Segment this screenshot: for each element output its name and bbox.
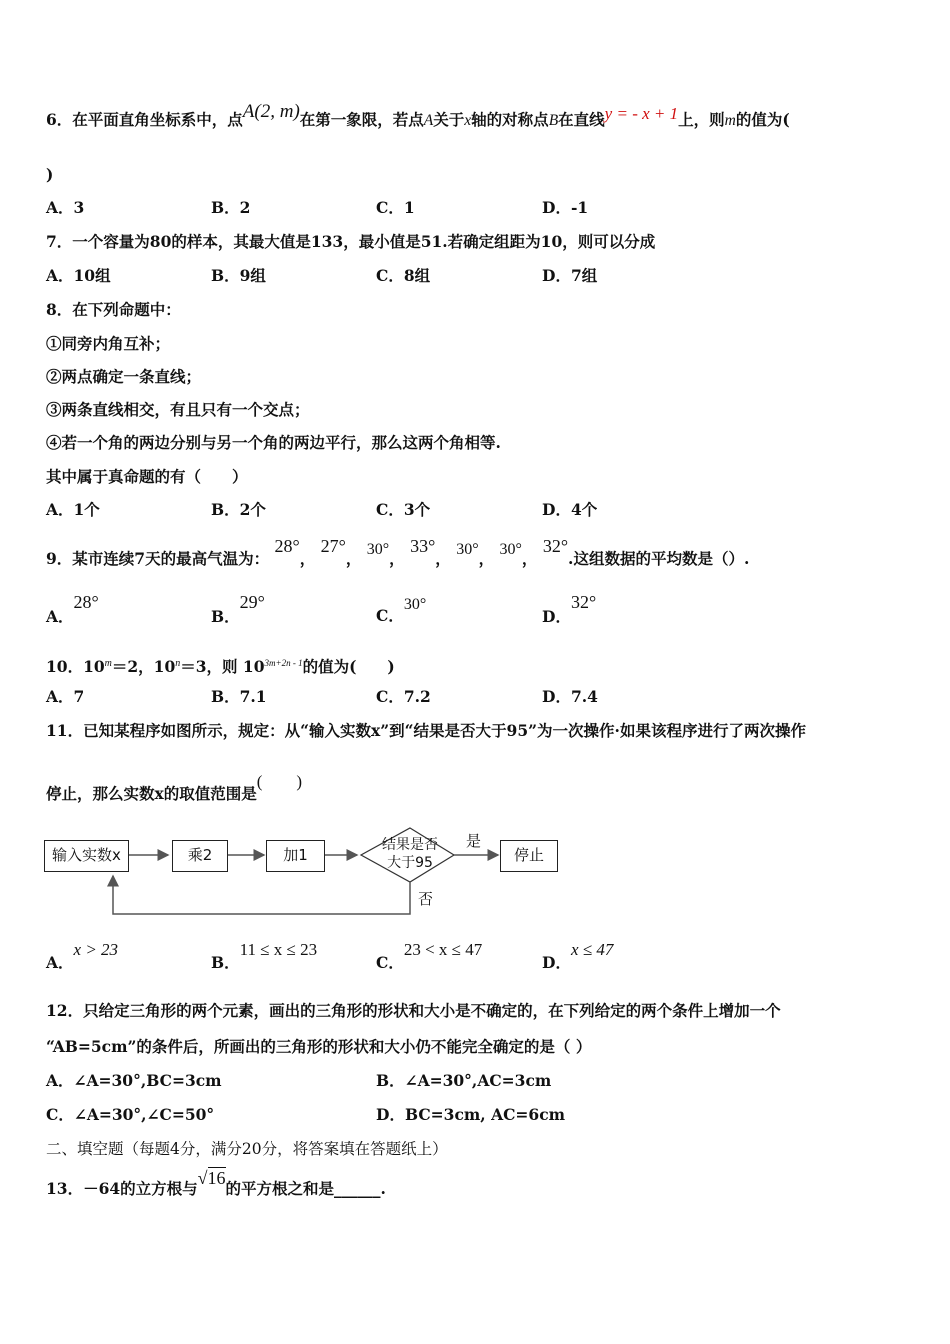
flow-no-label: 否	[418, 890, 434, 908]
flow-multiply-box: 乘2	[172, 840, 228, 872]
q10-option-a[interactable]: A．7	[46, 687, 85, 706]
q10-option-d[interactable]: D．7.4	[542, 687, 598, 706]
q8-item-3: ③两条直线相交，有且只有一个交点；	[46, 400, 310, 419]
q6-option-d[interactable]: D．-1	[542, 198, 589, 217]
point-a-expr: A(2, m)	[242, 101, 300, 122]
line-equation: y = - x + 1	[604, 104, 679, 123]
q8-option-b[interactable]: B．2个	[211, 500, 266, 519]
q12-stem-line2: “AB=5cm”的条件后，所画出的三角形的形状和大小仍不能完全确定的是（ ）	[46, 1037, 592, 1056]
q12-stem-line1: 12．只给定三角形的两个元素，画出的三角形的形状和大小是不确定的，在下列给定的两个条件上增加一个	[46, 1001, 781, 1020]
flow-decision-text: 结果是否 大于95	[382, 837, 438, 871]
sqrt-16: √16	[197, 1168, 226, 1188]
q8-item-2: ②两点确定一条直线；	[46, 367, 202, 386]
flow-input-box: 输入实数x	[44, 840, 129, 872]
q7-option-b[interactable]: B．9组	[211, 266, 266, 285]
q8-option-a[interactable]: A．1个	[46, 500, 100, 519]
q7-option-d[interactable]: D．7组	[542, 266, 598, 285]
q11-stem-line2: 停止，那么实数x的取值范围是( )	[46, 772, 303, 803]
q7-option-c[interactable]: C．8组	[376, 266, 431, 285]
temp-7: 32°	[542, 536, 569, 556]
q10-stem: 10．$10^m=2$，$10^n=3$，则 $10^{3m+2n - 1}$的值为( )	[46, 657, 395, 677]
q12-option-d[interactable]: D．BC=3cm, AC=6cm	[376, 1105, 566, 1124]
q8-question: 其中属于真命题的有（ ）	[46, 467, 248, 486]
q9-option-c[interactable]: C．30°	[376, 596, 427, 625]
q9-option-a[interactable]: A．28°	[46, 592, 99, 626]
q13-stem: 13．－64的立方根与√16的平方根之和是______.	[46, 1168, 386, 1198]
q8-title: 8．在下列命题中：	[46, 300, 181, 319]
q9-option-b[interactable]: B．29°	[211, 592, 265, 626]
q11-option-d[interactable]: D．x ≤ 47	[542, 940, 614, 972]
q11-option-a[interactable]: A．x > 23	[46, 940, 119, 972]
q10-option-b[interactable]: B．7.1	[211, 687, 267, 706]
q11-option-c[interactable]: C．23 < x ≤ 47	[376, 940, 483, 972]
q9-stem: 9．某市连续7天的最高气温为： 28°， 27°， 30°， 33°， 30°， 30°， 32°.这组数据的平均数是（）.	[46, 536, 750, 568]
q6-stem: 6．在平面直角坐标系中，点A(2, m)在第一象限，若点A关于x轴的对称点B在直线y = - x + 1上，则m的值为(	[46, 101, 790, 129]
flow-add-box: 加1	[266, 840, 325, 872]
loop-back-line	[113, 876, 410, 914]
temp-1: 28°	[274, 536, 300, 556]
q8-item-4: ④若一个角的两边分别与另一个角的两边平行，那么这两个角相等.	[46, 433, 501, 452]
q9-option-d[interactable]: D．32°	[542, 592, 597, 626]
q12-option-c[interactable]: C．∠A=30°,∠C=50°	[46, 1105, 215, 1124]
q6-option-c[interactable]: C．1	[376, 198, 415, 217]
q6-close-paren: )	[46, 165, 54, 184]
q7-stem: 7．一个容量为80的样本，其最大值是133，最小值是51.若确定组距为10，则可以分成	[46, 232, 656, 251]
temp-6: 30°	[499, 541, 522, 558]
section-2-heading: 二、填空题（每题4分，满分20分，将答案填在答题纸上）	[46, 1140, 448, 1158]
q11-option-b[interactable]: B．11 ≤ x ≤ 23	[211, 940, 318, 972]
flow-yes-label: 是	[466, 832, 482, 850]
flow-stop-box: 停止	[500, 840, 558, 872]
q8-option-d[interactable]: D．4个	[542, 500, 598, 519]
temp-4: 33°	[410, 536, 436, 556]
temp-2: 27°	[320, 536, 346, 556]
q7-option-a[interactable]: A．10组	[46, 266, 111, 285]
flowchart	[40, 822, 570, 922]
q8-item-1: ①同旁内角互补；	[46, 334, 171, 353]
q10-option-c[interactable]: C．7.2	[376, 687, 431, 706]
q12-option-b[interactable]: B．∠A=30°,AC=3cm	[376, 1071, 552, 1090]
q6-option-b[interactable]: B．2	[211, 198, 251, 217]
temp-3: 30°	[366, 541, 390, 558]
q6-option-a[interactable]: A．3	[46, 198, 85, 217]
flowchart-connectors	[40, 822, 570, 922]
temp-5: 30°	[456, 541, 479, 558]
q12-option-a[interactable]: A．∠A=30°,BC=3cm	[46, 1071, 222, 1090]
q8-option-c[interactable]: C．3个	[376, 500, 431, 519]
radical-sign-icon: √	[197, 1168, 208, 1188]
q11-stem-line1: 11．已知某程序如图所示，规定：从“输入实数x”到“结果是否大于95”为一次操作·如果该程序进行了两次操作	[46, 721, 806, 740]
